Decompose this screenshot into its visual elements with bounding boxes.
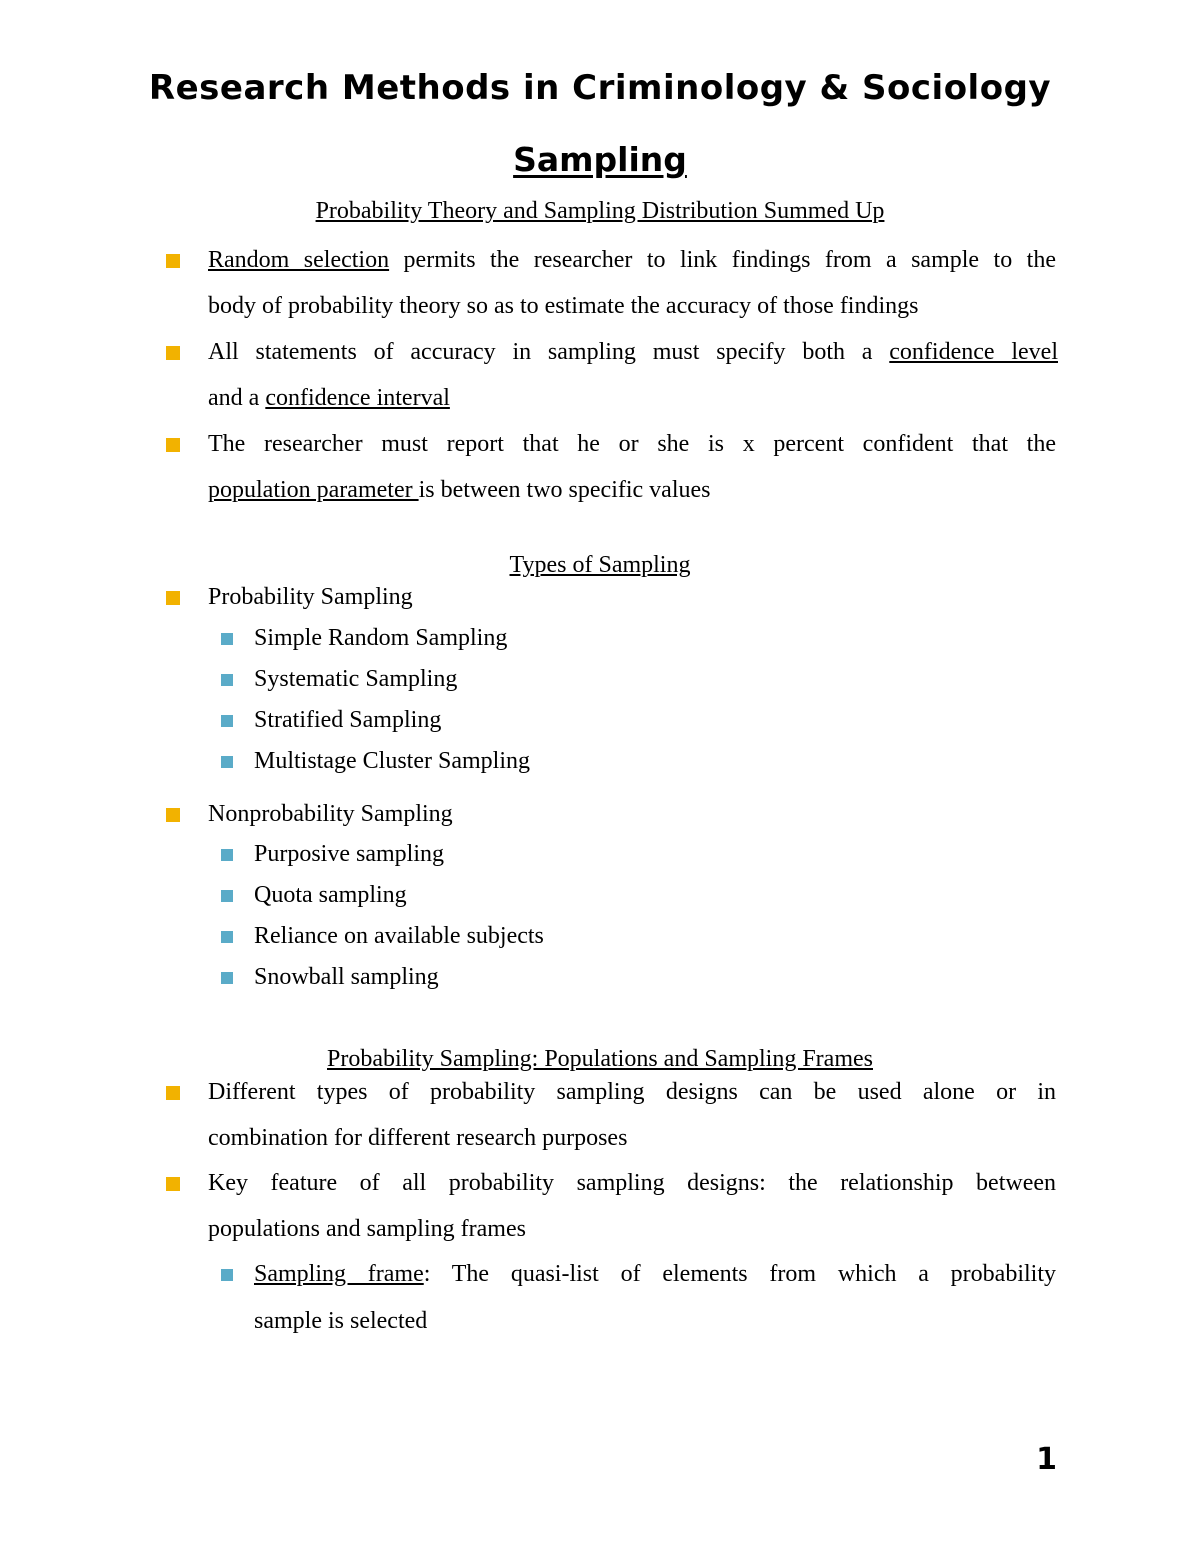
bullet-icon <box>166 1086 180 1100</box>
document-subtitle: Sampling <box>513 140 687 179</box>
sub-bullet-icon <box>221 715 233 727</box>
list-item: Quota sampling <box>254 882 407 908</box>
sub-bullet-icon <box>221 1269 233 1281</box>
paragraph-line: Key feature of all probability sampling designs: the relationship between <box>208 1170 1056 1196</box>
paragraph-text: : The quasi-list of elements from which a probability <box>423 1261 1056 1287</box>
term-population-parameter: population parameter <box>208 477 419 503</box>
paragraph-line: The researcher must report that he or she is x percent confident that the <box>208 431 1056 457</box>
list-item: Reliance on available subjects <box>254 923 544 949</box>
paragraph-text: and a <box>208 385 266 411</box>
bullet-icon <box>166 254 180 268</box>
term-confidence-level: confidence level <box>889 339 1058 365</box>
paragraph-line: sample is selected <box>254 1308 428 1334</box>
list-item: Simple Random Sampling <box>254 625 508 651</box>
page-number: 1 <box>1036 1442 1057 1477</box>
list-item: Systematic Sampling <box>254 666 458 692</box>
paragraph-line: Different types of probability sampling designs can be used alone or in <box>208 1079 1056 1105</box>
list-item: Multistage Cluster Sampling <box>254 748 530 774</box>
term-confidence-interval: confidence interval <box>265 385 450 411</box>
sub-bullet-icon <box>221 931 233 943</box>
list-item: Snowball sampling <box>254 964 439 990</box>
paragraph-line <box>208 337 1058 367</box>
list-item: Stratified Sampling <box>254 707 442 733</box>
sub-bullet-icon <box>221 633 233 645</box>
bullet-icon <box>166 591 180 605</box>
sub-bullet-icon <box>221 890 233 902</box>
term-sampling-frame: Sampling frame <box>254 1261 424 1287</box>
bullet-icon <box>166 1177 180 1191</box>
paragraph-text: permits the researcher to link findings from a sample to the <box>389 247 1056 273</box>
list-item-nonprobability-sampling: Nonprobability Sampling <box>208 801 453 827</box>
sub-bullet-icon <box>221 972 233 984</box>
list-item: Purposive sampling <box>254 841 444 867</box>
paragraph-text: is between two specific values <box>418 477 711 503</box>
sub-bullet-icon <box>221 756 233 768</box>
paragraph-line <box>208 475 711 505</box>
paragraph-line <box>208 245 1056 275</box>
bullet-icon <box>166 438 180 452</box>
sub-bullet-icon <box>221 849 233 861</box>
bullet-icon <box>166 346 180 360</box>
paragraph-line: combination for different research purposes <box>208 1125 628 1151</box>
section-heading-types-of-sampling: Types of Sampling <box>509 552 691 578</box>
paragraph-line: populations and sampling frames <box>208 1216 526 1242</box>
paragraph-line <box>254 1259 1056 1289</box>
bullet-icon <box>166 808 180 822</box>
sub-bullet-icon <box>221 674 233 686</box>
paragraph-line: body of probability theory so as to estimate the accuracy of those findings <box>208 293 919 319</box>
paragraph-text: All statements of accuracy in sampling must specify both a <box>208 339 890 365</box>
document-title: Research Methods in Criminology & Sociology <box>148 68 1052 108</box>
term-random-selection: Random selection <box>208 247 390 273</box>
section-heading-populations-frames: Probability Sampling: Populations and Sampling Frames <box>327 1046 873 1072</box>
section-heading-probability-theory: Probability Theory and Sampling Distribution Summed Up <box>315 198 885 224</box>
list-item-probability-sampling: Probability Sampling <box>208 584 413 610</box>
paragraph-line <box>208 383 450 413</box>
